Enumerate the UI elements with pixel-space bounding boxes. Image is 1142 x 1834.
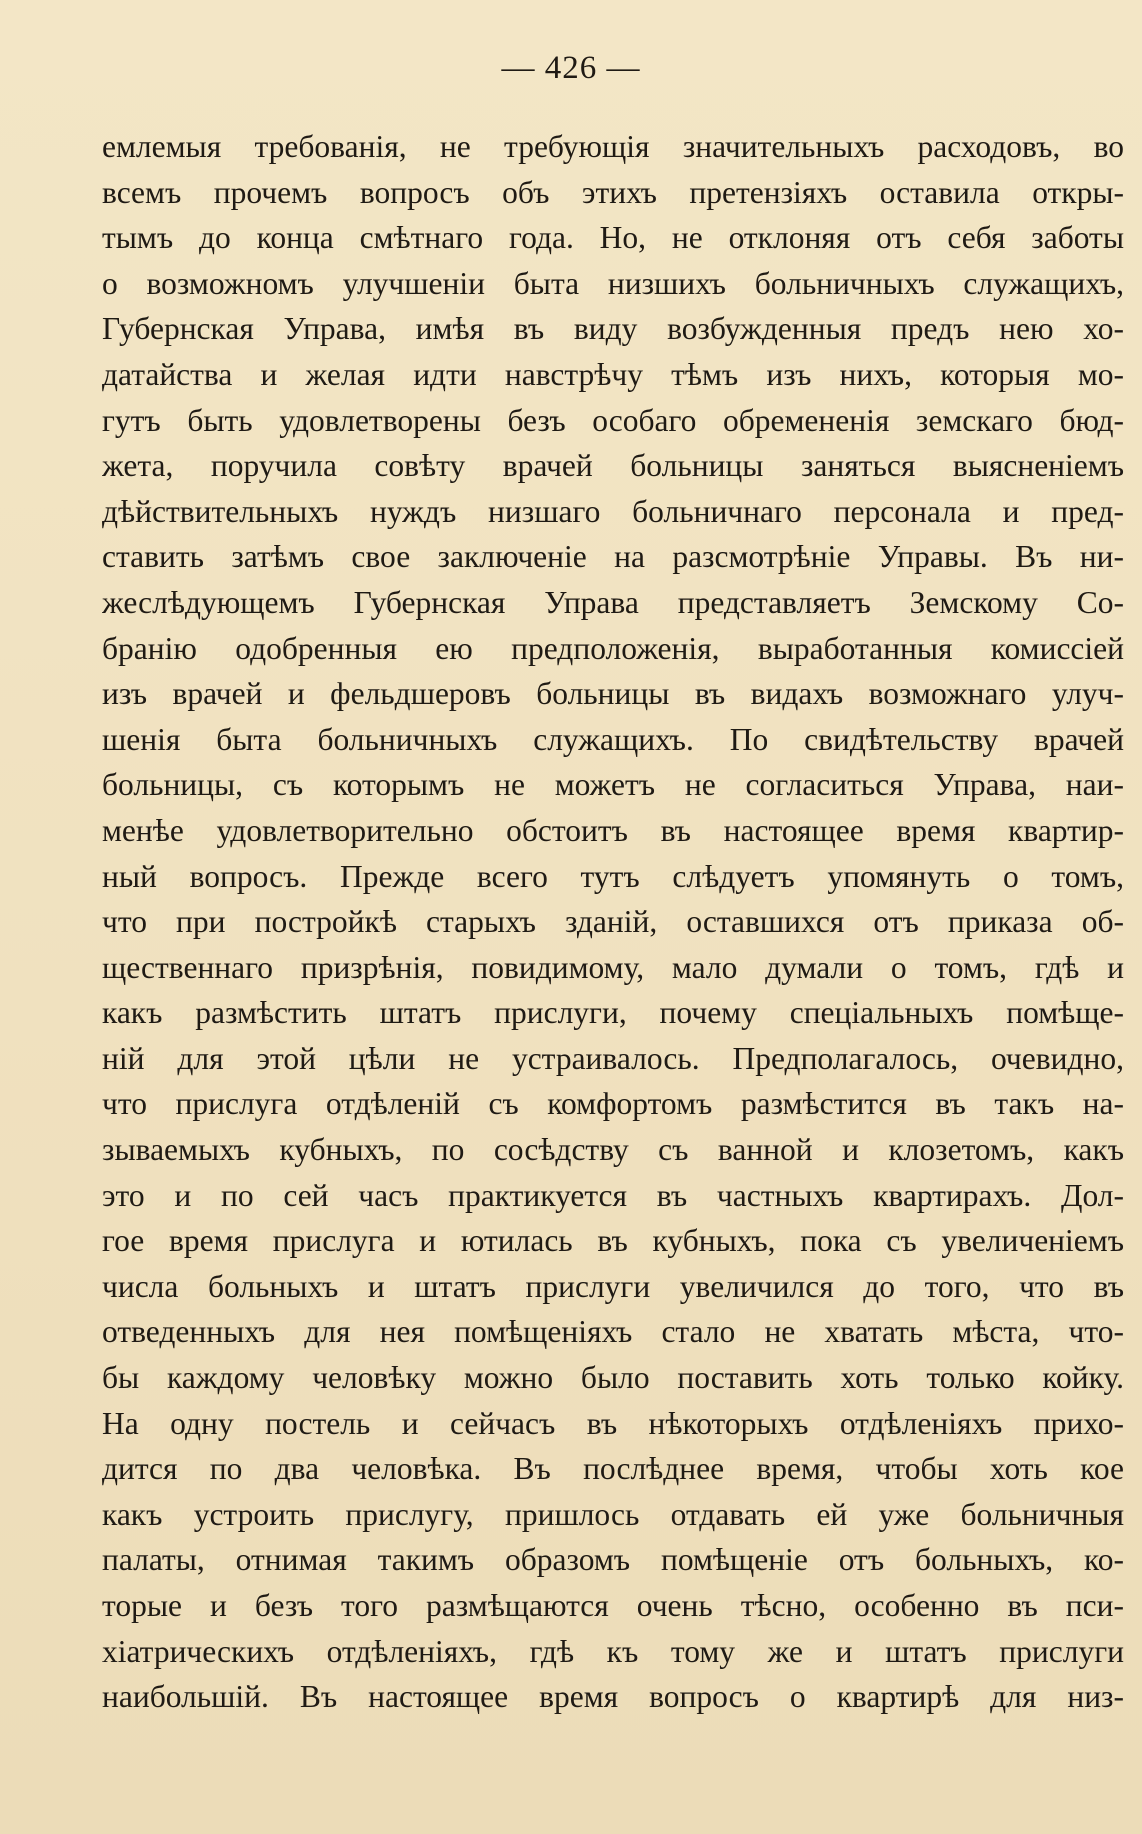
- text-line: емлемыя требованія, не требующія значительныхъ расходовъ, во: [102, 129, 1124, 164]
- text-line: ній для этой цѣли не устраивалось. Предполагалось, очевидно,: [102, 1040, 1124, 1076]
- text-line: щественнаго призрѣнія, повидимому, мало думали о томъ, гдѣ и: [102, 949, 1124, 985]
- text-line: ный вопросъ. Прежде всего тутъ слѣдуетъ упомянуть о томъ,: [102, 858, 1124, 894]
- text-line: какъ устроить прислугу, пришлось отдавать ей уже больничныя: [102, 1496, 1124, 1532]
- text-line: Губернская Управа, имѣя въ виду возбужденныя предъ нею хо-: [102, 311, 1124, 347]
- text-line: дится по два человѣка. Въ послѣднее время, чтобы хоть кое: [102, 1451, 1124, 1487]
- text-line: хіатрическихъ отдѣленіяхъ, гдѣ къ тому же и штатъ прислуги: [102, 1633, 1124, 1669]
- text-line: всемъ прочемъ вопросъ объ этихъ претензіяхъ оставила откры-: [102, 174, 1124, 210]
- body-text: [102, 124, 1124, 1720]
- text-line: торые и безъ того размѣщаются очень тѣсно, особенно въ пси-: [102, 1588, 1124, 1623]
- text-line: датайства и желая идти навстрѣчу тѣмъ изъ нихъ, которыя мо-: [102, 356, 1124, 392]
- text-line: палаты, отнимая такимъ образомъ помѣщеніе отъ больныхъ, ко-: [102, 1542, 1124, 1578]
- text-line: бы каждому человѣку можно было поставить хоть только койку.: [102, 1360, 1124, 1396]
- text-line: что при постройкѣ старыхъ зданій, оставшихся отъ приказа об-: [102, 904, 1124, 940]
- text-line: жета, поручила совѣту врачей больницы заняться выясненіемъ: [102, 448, 1124, 484]
- page-number: — 426 —: [501, 50, 641, 86]
- text-line: отведенныхъ для нея помѣщеніяхъ стало не хватать мѣста, что-: [102, 1314, 1124, 1350]
- text-line: ставить затѣмъ свое заключеніе на разсмотрѣніе Управы. Въ ни-: [102, 539, 1124, 575]
- text-line: больницы, съ которымъ не можетъ не согласиться Управа, наи-: [102, 767, 1124, 803]
- text-line: гутъ быть удовлетворены безъ особаго обремененія земскаго бюд-: [102, 402, 1124, 438]
- text-line: числа больныхъ и штатъ прислуги увеличился до того, что въ: [102, 1268, 1124, 1304]
- text-line: бранію одобренныя ею предположенія, выработанныя комиссіей: [102, 630, 1124, 666]
- text-line: наибольшій. Въ настоящее время вопросъ о квартирѣ для низ-: [102, 1679, 1124, 1715]
- text-line: На одну постель и сейчасъ въ нѣкоторыхъ отдѣленіяхъ прихо-: [102, 1405, 1124, 1441]
- text-line: дѣйствительныхъ нуждъ низшаго больничнаго персонала и пред-: [102, 493, 1124, 529]
- text-line: изъ врачей и фельдшеровъ больницы въ видахъ возможнаго улуч-: [102, 676, 1124, 712]
- text-line: менѣе удовлетворительно обстоитъ въ настоящее время квартир-: [102, 812, 1124, 848]
- text-line: шенія быта больничныхъ служащихъ. По свидѣтельству врачей: [102, 721, 1124, 757]
- text-line: какъ размѣстить штатъ прислуги, почему спеціальныхъ помѣще-: [102, 995, 1124, 1031]
- text-line: зываемыхъ кубныхъ, по сосѣдству съ ванной и клозетомъ, какъ: [102, 1132, 1124, 1168]
- text-line: гое время прислуга и ютилась въ кубныхъ, пока съ увеличеніемъ: [102, 1223, 1124, 1259]
- text-line: это и по сей часъ практикуется въ частныхъ квартирахъ. Дол-: [102, 1177, 1124, 1213]
- text-line: о возможномъ улучшеніи быта низшихъ больничныхъ служащихъ,: [102, 265, 1124, 301]
- text-line: тымъ до конца смѣтнаго года. Но, не отклоняя отъ себя заботы: [102, 220, 1124, 256]
- text-line: что прислуга отдѣленій съ комфортомъ размѣстится въ такъ на-: [102, 1086, 1124, 1122]
- text-line: жеслѣдующемъ Губернская Управа представляетъ Земскому Со-: [102, 584, 1124, 620]
